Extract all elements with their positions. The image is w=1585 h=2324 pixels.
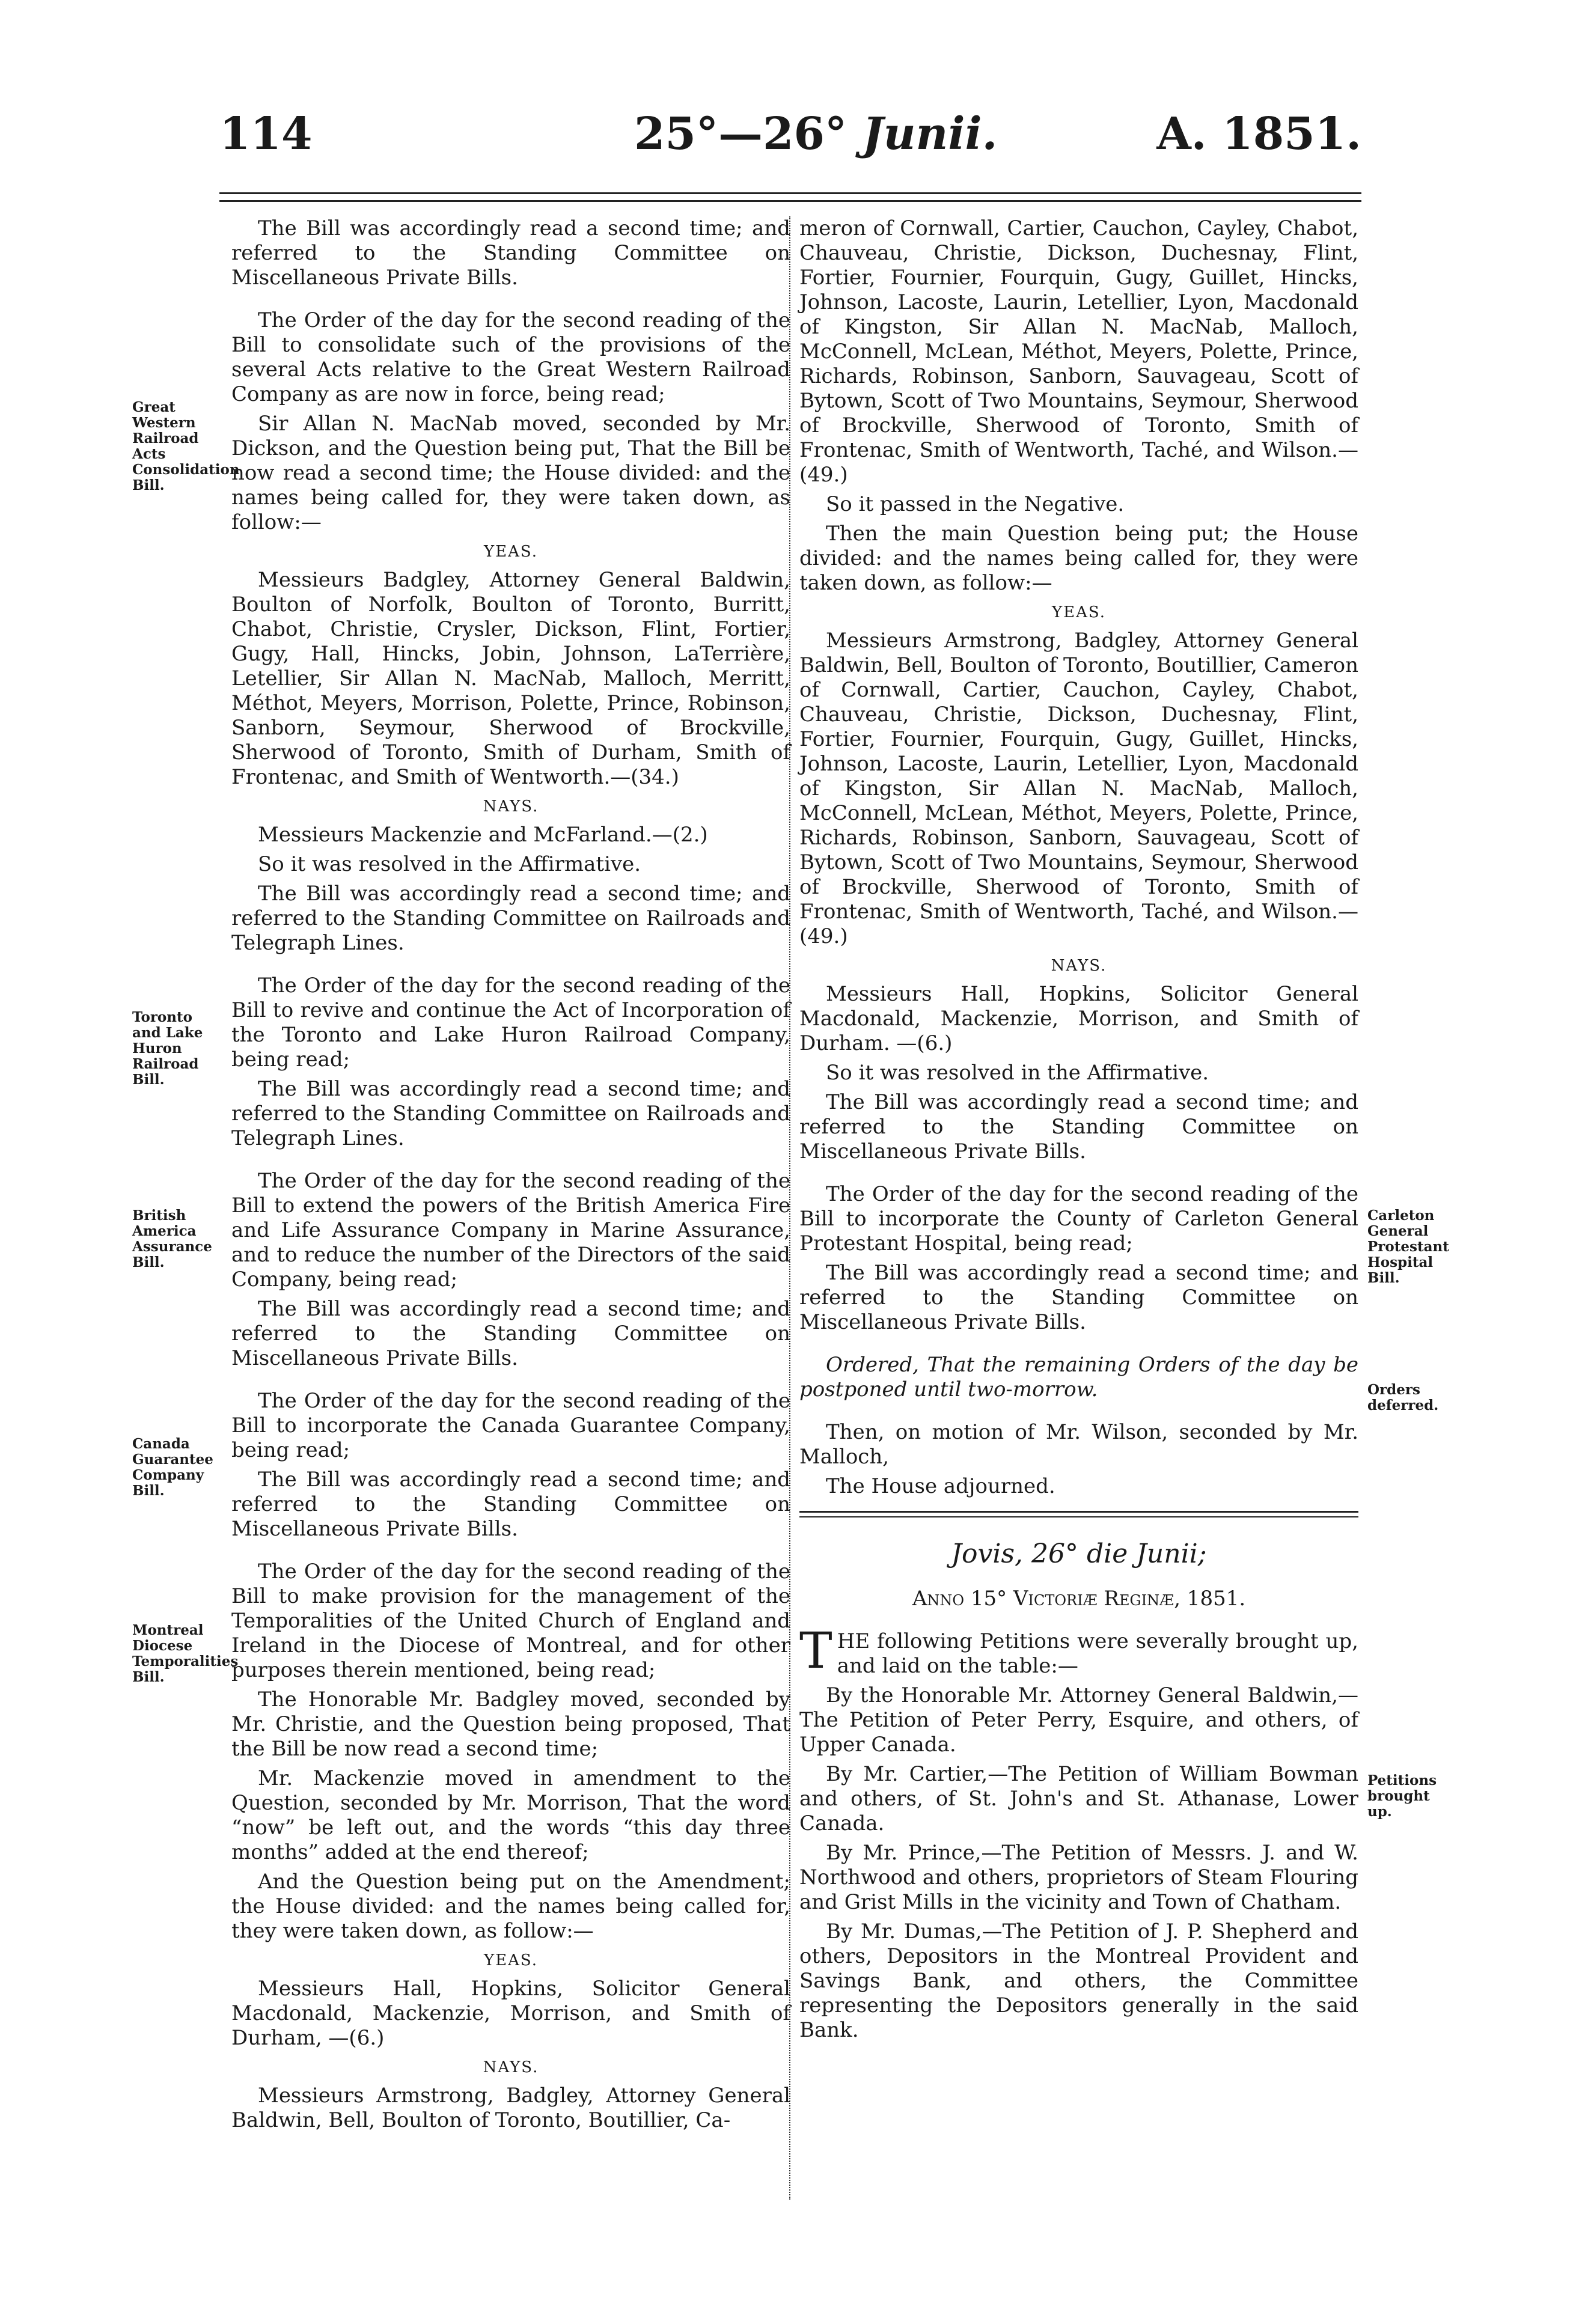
- margin-note-great-western: Great Western Railroad Acts Consolidation Bill.: [132, 399, 240, 493]
- margin-note-carleton: Carleton General Protestant Hospital Bill.: [1367, 1207, 1449, 1286]
- yeas-heading: YEAS.: [483, 1951, 539, 1969]
- paragraph: So it was resolved in the Affirmative.: [826, 1061, 1209, 1085]
- page-number: 114: [219, 108, 313, 160]
- petition-item: By Mr. Cartier,—The Petition of William Bowman and others, of St. John's and St. Athanase, Lower Canada.: [799, 1762, 1358, 1835]
- margin-note-petitions: Petitions brought up.: [1367, 1772, 1437, 1820]
- paragraph: Mr. Mackenzie moved in amendment to the Question, seconded by Mr. Morrison, That the word “now” be left out, and the words “this day three months” added at the end thereof;: [231, 1766, 790, 1864]
- drop-cap: T: [799, 1623, 832, 1680]
- date-month: Junii.: [862, 108, 998, 160]
- paragraph: So it was resolved in the Affirmative.: [258, 852, 641, 876]
- yeas-list: Messieurs Badgley, Attorney General Baldwin, Boulton of Norfolk, Boulton of Toronto, Burritt, Chabot, Christie, Crysler, Dickson, Flint, Fortier, Gugy, Hall, Hincks, Jobin, Johnson, LaTerrière, Letellier, Sir Allan N. MacNab, Malloch, Merritt, Méthot, Meyers, Morrison, Polette, Prince, Robinson, Sanborn, Seymour, Sherwood of Brockville, Sherwood of Toronto, Smith of Durham, Smith of Frontenac, and Smith of Wentworth.—(34.): [231, 568, 790, 789]
- paragraph: Sir Allan N. MacNab moved, seconded by Mr. Dickson, and the Question being put, That the Bill be now read a second time; the House divided: and the names being called for, they were taken down, as follow:—: [231, 412, 790, 534]
- right-column: [799, 216, 1358, 2048]
- paragraph: The Honorable Mr. Badgley moved, seconded by Mr. Christie, and the Question being proposed, That the Bill be now read a second time;: [231, 1688, 790, 1761]
- yeas-list: Messieurs Hall, Hopkins, Solicitor General Macdonald, Mackenzie, Morrison, and Smith of Durham, —(6.): [231, 1977, 790, 2050]
- nays-heading: NAYS.: [483, 798, 539, 816]
- paragraph: The Order of the day for the second reading of the Bill to revive and continue the Act of Incorporation of the Toronto and Lake Huron Railroad Company, being read;: [231, 974, 790, 1072]
- paragraph: Then, on motion of Mr. Wilson, seconded by Mr. Malloch,: [799, 1420, 1358, 1469]
- ordered-paragraph: Ordered, That the remaining Orders of the day be postponed until two-morrow.: [799, 1353, 1358, 1401]
- header-rule: [219, 192, 1361, 202]
- petition-item: By Mr. Prince,—The Petition of Messrs. J. and W. Northwood and others, proprietors of Steam Flouring and Grist Mills in the vicinity and Town of Chatham.: [799, 1841, 1358, 1914]
- margin-note-toronto-huron: Toronto and Lake Huron Railroad Bill.: [132, 1009, 203, 1088]
- yeas-heading: YEAS.: [483, 543, 539, 561]
- paragraph: And the Question being put on the Amendment; the House divided: and the names being called for, they were taken down, as follow:—: [231, 1870, 790, 1943]
- yeas-list: Messieurs Armstrong, Badgley, Attorney General Baldwin, Bell, Boulton of Toronto, Boutillier, Cameron of Cornwall, Cartier, Cauchon, Cayley, Chabot, Chauveau, Christie, Dickson, Duchesnay, Flint, Fortier, Fournier, Fourquin, Gugy, Guillet, Hincks, Johnson, Lacoste, Laurin, Letellier, Lyon, Macdonald of Kingston, Sir Allan N. MacNab, Malloch, McConnell, McLean, Méthot, Meyers, Polette, Prince, Richards, Robinson, Sanborn, Sauvageau, Scott of Bytown, Scott of Two Mountains, Seymour, Sherwood of Brockville, Sherwood of Toronto, Smith of Frontenac, Smith of Wentworth, Taché, and Wilson.—(49.): [799, 629, 1358, 948]
- margin-note-canada-guarantee: Canada Guarantee Company Bill.: [132, 1436, 213, 1499]
- paragraph: The Order of the day for the second reading of the Bill to consolidate such of the provisions of the several Acts relative to the Great Western Railroad Company as are now in force, being read;: [231, 308, 790, 406]
- left-column: [231, 216, 790, 2138]
- nays-list: Messieurs Mackenzie and McFarland.—(2.): [258, 823, 708, 847]
- paragraph: The Order of the day for the second reading of the Bill to incorporate the Canada Guarantee Company, being read;: [231, 1389, 790, 1462]
- nays-heading: NAYS.: [483, 2058, 539, 2076]
- paragraph: The Bill was accordingly read a second time; and referred to the Standing Committee on Railroads and Telegraph Lines.: [231, 1077, 790, 1150]
- yeas-heading: YEAS.: [1051, 603, 1107, 621]
- paragraph: The Bill was accordingly read a second time; and referred to the Standing Committee on Miscellaneous Private Bills.: [799, 1261, 1358, 1334]
- paragraph: The Bill was accordingly read a second time; and referred to the Standing Committee on Miscellaneous Private Bills.: [231, 216, 790, 290]
- nays-list: Messieurs Armstrong, Badgley, Attorney General Baldwin, Bell, Boulton of Toronto, Boutillier, Ca-: [231, 2084, 790, 2132]
- margin-note-orders-deferred: Orders deferred.: [1367, 1382, 1439, 1414]
- page-year: A. 1851.: [1156, 108, 1361, 160]
- nays-heading: NAYS.: [1051, 957, 1107, 975]
- section-rule: [799, 1511, 1358, 1517]
- margin-note-british-america: British America Assurance Bill.: [132, 1207, 212, 1270]
- paragraph: So it passed in the Negative.: [826, 492, 1125, 516]
- petitions-intro: [799, 1623, 1358, 1680]
- petition-item: By Mr. Dumas,—The Petition of J. P. Shepherd and others, Depositors in the Montreal Provident and Savings Bank, and others, the Committee representing the Depositors generally in the said Bank.: [799, 1920, 1358, 2042]
- nays-list-continued: meron of Cornwall, Cartier, Cauchon, Cayley, Chabot, Chauveau, Christie, Dickson, Duchesnay, Flint, Fortier, Fournier, Fourquin, Gugy, Guillet, Hincks, Johnson, Lacoste, Laurin, Letellier, Lyon, Macdonald of Kingston, Sir Allan N. MacNab, Malloch, McConnell, McLean, Méthot, Meyers, Polette, Prince, Richards, Robinson, Sanborn, Sauvageau, Scott of Bytown, Scott of Two Mountains, Seymour, Sherwood of Brockville, Sherwood of Toronto, Smith of Frontenac, Smith of Wentworth, Taché, and Wilson.—(49.): [799, 216, 1358, 487]
- anno-heading: Anno 15° Victoriæ Reginæ, 1851.: [912, 1587, 1246, 1611]
- day-heading: Jovis, 26° die Junii;: [951, 1539, 1207, 1569]
- nays-list: Messieurs Hall, Hopkins, Solicitor General Macdonald, Mackenzie, Morrison, and Smith of Durham. —(6.): [799, 982, 1358, 1055]
- paragraph: The Bill was accordingly read a second time; and referred to the Standing Committee on Miscellaneous Private Bills.: [799, 1090, 1358, 1164]
- paragraph: Then the main Question being put; the House divided: and the names being called for, they were taken down, as follow:—: [799, 522, 1358, 595]
- page-header: [219, 108, 1361, 174]
- petition-item: By the Honorable Mr. Attorney General Baldwin,—The Petition of Peter Perry, Esquire, and others, of Upper Canada.: [799, 1683, 1358, 1757]
- paragraph: The Order of the day for the second reading of the Bill to incorporate the County of Carleton General Protestant Hospital, being read;: [799, 1182, 1358, 1255]
- petitions-intro-text: HE following Petitions were severally brought up, and laid on the table:—: [837, 1629, 1358, 1678]
- paragraph: The House adjourned.: [826, 1474, 1055, 1498]
- page-date: [634, 108, 997, 160]
- date-prefix: 25°—26°: [634, 108, 847, 160]
- paragraph: The Order of the day for the second reading of the Bill to make provision for the management of the Temporalities of the United Church of England and Ireland in the Diocese of Montreal, and for other purposes therein mentioned, being read;: [231, 1560, 790, 1682]
- margin-note-montreal-diocese: Montreal Diocese Temporalities Bill.: [132, 1622, 239, 1685]
- paragraph: The Bill was accordingly read a second time; and referred to the Standing Committee on Miscellaneous Private Bills.: [231, 1297, 790, 1370]
- paragraph: The Bill was accordingly read a second time; and referred to the Standing Committee on Railroads and Telegraph Lines.: [231, 882, 790, 955]
- paragraph: The Order of the day for the second reading of the Bill to extend the powers of the British America Fire and Life Assurance Company in Marine Assurance, and to reduce the number of the Directors of the said Company, being read;: [231, 1169, 790, 1292]
- paragraph: The Bill was accordingly read a second time; and referred to the Standing Committee on Miscellaneous Private Bills.: [231, 1468, 790, 1541]
